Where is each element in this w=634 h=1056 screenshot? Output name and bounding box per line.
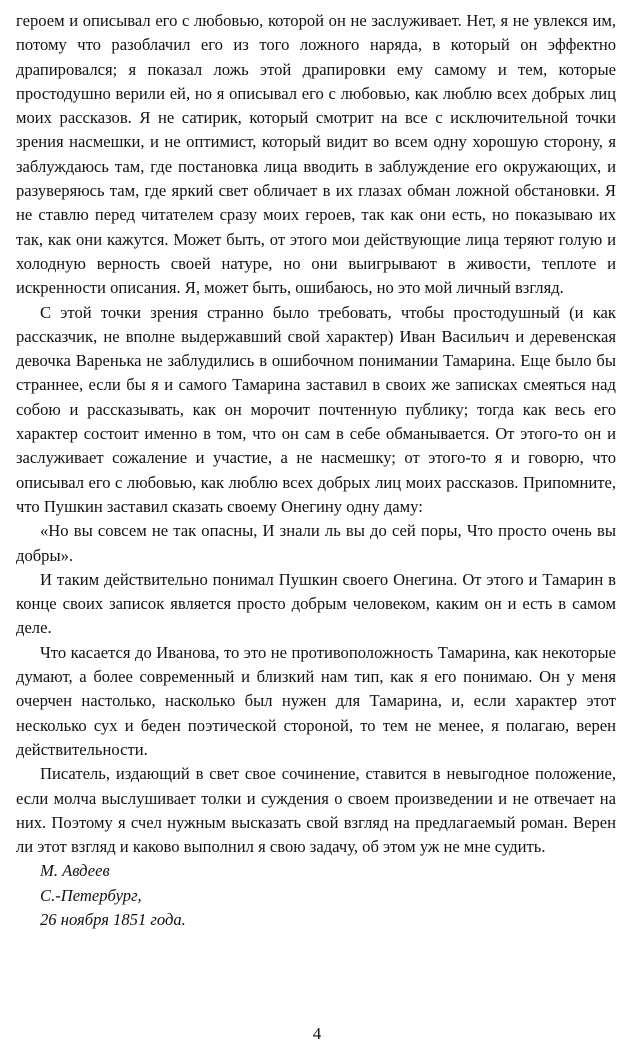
quotation: «Но вы совсем не так опасны, И знали ль вы до сей поры, Что просто очень вы добры».	[16, 521, 616, 565]
paragraph: Писатель, издающий в свет свое сочинение, ставится в невыгодное положение, если молча выслушивает толки и суждения о своем произведении и не отвечает на них. Поэтому я счел нужным высказать свой взгляд на предлагаемый роман. Верен ли этот взгляд и каково выполнил я свою задачу, об этом уж не мне судить.	[16, 764, 616, 857]
paragraph: И таким действительно понимал Пушкин своего Онегина. От этого и Тамарин в конце своих записок является просто добрым человеком, каким он и есть в самом деле.	[16, 569, 616, 638]
signature-date: 26 ноября 1851 года.	[40, 909, 186, 929]
paragraph: Что касается до Иванова, то это не противоположность Тамарина, как некоторые думают, а более современный и близкий нам тип, как я его понимаю. Он у меня очерчен настолько, насколько был нужен для Тамарина, и, если характер этот несколько сух и беден поэтической стороной, то тем не менее, я полагаю, верен действительности.	[16, 642, 616, 759]
page-number: 4	[312, 1024, 322, 1043]
paragraph: С этой точки зрения странно было требовать, чтобы простодушный (и как рассказчик, не вполне выдержавший свой характер) Иван Васильич и деревенская девочка Варенька не заблудились в ошибочном понимании Тамарина. Еще было бы страннее, если бы я и самого Тамарина заставил в своих же записках смеяться над собою и рассказывать, как он морочит почтенную публику; тогда как весь его характер состоит именно в том, что он сам в себе обманывается. От этого-то он и заслуживает сожаление и участие, а не насмешку; от этого-то я и говорю, что описывал его с любовью, как люблю всех добрых лиц моих рассказов. Припомните, что Пушкин заставил сказать своему Онегину одну даму:	[16, 302, 616, 516]
body-text	[16, 9, 616, 932]
paragraph-continued: героем и описывал его с любовью, которой он не заслуживает. Нет, я не увлекся им, потому что разоблачил его из того ложного наряда, в который он эффектно драпировался; я показал ложь этой драпировки ему самому и тем, которые простодушно верили ей, но я описывал его с любовью, как люблю всех добрых лиц моих рассказов. Я не сатирик, который смотрит на все с исключительной точки зрения насмешки, и не оптимист, который видит во всем одну хорошую сторону, я заблуждаюсь там, где постановка лица вводить в заблуждение его окружающих, и разуверяюсь там, где яркий свет обличает в их глазах обман ложной обстановки. Я не ставлю перед читателем сразу моих героев, так как они есть, но показываю их так, как они кажутся. Может быть, от этого мои действующие лица теряют голую и холодную верность своей натуре, но они выигрывают в живости, теплоте и искренности описания. Я, может быть, ошибаюсь, но это мой личный взгляд.	[16, 11, 616, 298]
signature-author: М. Авдеев	[40, 861, 110, 881]
signature-place: С.-Петербург,	[40, 885, 142, 905]
